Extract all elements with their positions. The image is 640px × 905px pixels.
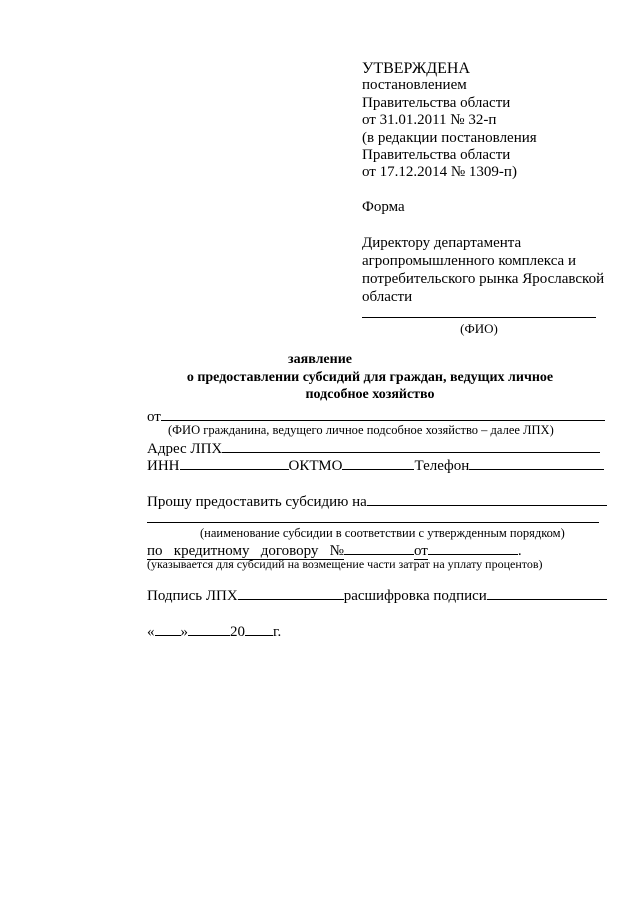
date-row [147,621,281,641]
addressee-line: Директору департамента [362,235,522,251]
date-year-suffix: г. [273,624,282,640]
inn-label: ИНН [147,458,180,474]
oktmo-field[interactable] [342,455,414,470]
approval-line: (в редакции постановления [362,129,537,146]
inn-field[interactable] [180,455,289,470]
from-caption: (ФИО гражданина, ведущего личное подсобное хозяйство – далее ЛПХ) [168,423,554,437]
approval-heading: УТВЕРЖДЕНА [362,60,471,77]
signature-decode-label: расшифровка подписи [343,588,487,604]
date-open-quote: « [147,624,155,640]
addressee-fio-caption: (ФИО) [460,321,498,336]
subsidy-caption: (наименование субсидии в соответствии с утвержденным порядком) [200,526,565,540]
date-day-field[interactable] [155,621,181,636]
phone-field[interactable] [469,455,604,470]
address-field[interactable] [222,438,600,453]
date-year-field[interactable] [245,621,273,636]
subsidy-name-field-continued[interactable] [147,522,599,523]
document-subtitle-line: о предоставлении субсидий для граждан, ведущих личное [186,370,554,385]
form-label: Форма [362,199,405,215]
credit-caption: (указывается для субсидий на возмещение части затрат на уплату процентов) [147,557,543,571]
approval-block [362,60,537,182]
credit-from-label: от [413,543,428,559]
credit-date-field[interactable] [428,540,518,555]
approval-line: от 31.01.2011 № 32-п [362,112,497,129]
addressee-line: потребительского рынка Ярославской [362,271,605,287]
addressee-line: агропромышленного комплекса и [362,253,576,269]
from-label: от [147,409,161,425]
request-row [147,491,607,511]
phone-label: Телефон [414,458,470,474]
credit-prefix: по кредитному договору № [147,543,344,559]
subsidy-name-field[interactable] [367,491,607,506]
credit-end: . [517,543,522,559]
signature-row [147,585,607,605]
signature-field[interactable] [238,585,344,600]
addressee-fio-field[interactable] [362,317,596,318]
signature-decode-field[interactable] [487,585,607,600]
signature-label: Подпись ЛПХ [147,588,238,604]
inn-row [147,455,604,475]
addressee-block [362,234,604,306]
document-title: заявление [288,352,352,367]
approval-line: Правительства области [362,94,511,111]
approval-line: от 17.12.2014 № 1309-п) [362,164,517,181]
approval-line: постановлением [362,77,467,94]
approval-line: Правительства области [362,147,511,164]
document-subtitle-line: подсобное хозяйство [305,387,435,402]
oktmo-label: ОКТМО [288,458,343,474]
date-close-quote: » [180,624,188,640]
date-month-field[interactable] [188,621,230,636]
address-label: Адрес ЛПХ [147,441,223,457]
addressee-line: области [362,289,413,305]
from-field[interactable] [161,406,605,421]
date-year-prefix: 20 [230,624,245,640]
request-label: Прошу предоставить субсидию на [147,494,367,510]
credit-number-field[interactable] [344,540,414,555]
